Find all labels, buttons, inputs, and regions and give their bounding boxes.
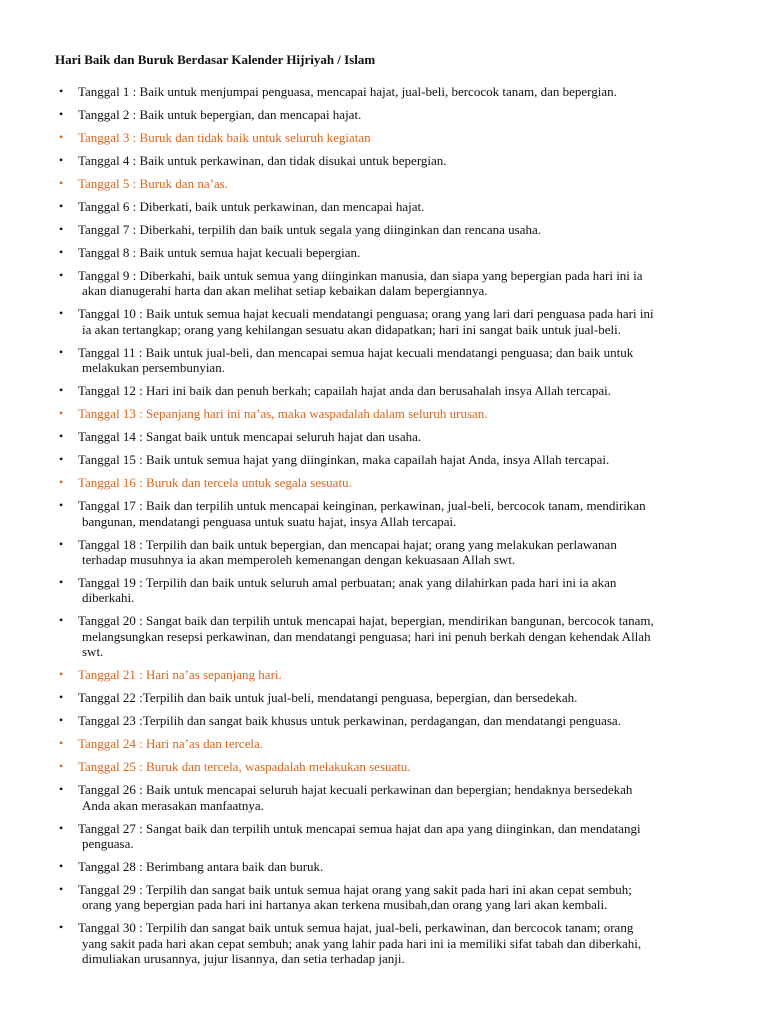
list-item-line: Tanggal 20 : Sangat baik dan terpilih untuk mencapai hajat, bepergian, mendirikan bangunan, bercocok tanam,	[78, 613, 654, 629]
list-item	[0, 222, 768, 237]
list-item	[0, 782, 768, 813]
list-item	[0, 759, 768, 774]
list-item	[0, 245, 768, 260]
bullet-icon: •	[59, 920, 64, 935]
list-item-line: Tanggal 27 : Sangat baik dan terpilih untuk mencapai semua hajat dan apa yang diinginkan, dan mendatangi	[78, 820, 641, 836]
list-item-text	[78, 859, 718, 874]
bullet-icon: •	[59, 429, 64, 444]
list-item-line: terhadap musuhnya ia akan memperoleh kemenangan dengan kekuasaan Allah swt.	[82, 552, 516, 568]
list-item-line: melangsungkan resepsi perkawinan, dan mendatangi penguasa; hari ini penuh berkah dengan kehendak Allah	[82, 628, 651, 644]
bullet-icon: •	[59, 84, 64, 98]
list-item-line: Tanggal 14 : Sangat baik untuk mencapai seluruh hajat dan usaha.	[78, 429, 422, 445]
list-item-text	[78, 84, 718, 99]
list-item	[0, 345, 768, 376]
list-item	[0, 107, 768, 122]
list-item-text	[78, 406, 718, 421]
list-item	[0, 859, 768, 874]
bullet-icon: •	[59, 690, 64, 705]
list-item	[0, 268, 768, 299]
list-item-text	[78, 498, 718, 529]
list-item-line: swt.	[82, 644, 104, 660]
list-item-text	[78, 345, 718, 376]
list-item-line: Tanggal 2 : Baik untuk bepergian, dan mencapai hajat.	[78, 107, 362, 122]
list-item	[0, 306, 768, 337]
list-item	[0, 667, 768, 682]
list-item-line: Anda akan merasakan manfaatnya.	[82, 797, 264, 813]
bullet-icon: •	[59, 498, 64, 513]
list-item-line: Tanggal 22 :Terpilih dan baik untuk jual-beli, mendatangi penguasa, bepergian, dan bersedekah.	[78, 690, 578, 706]
list-item-text	[78, 107, 718, 122]
list-item-text	[78, 537, 718, 568]
list-item-line: bangunan, mendatangi penguasa untuk suatu hajat, insya Allah tercapai.	[82, 513, 457, 529]
bullet-icon: •	[59, 713, 64, 728]
list-item-line: Tanggal 3 : Buruk dan tidak baik untuk seluruh kegiatan	[78, 130, 371, 145]
list-item-line: akan dianugerahi harta dan akan melihat setiap kebaikan dalam bepergiannya.	[82, 283, 488, 299]
list-item-line: Tanggal 30 : Terpilih dan sangat baik untuk semua hajat, jual-beli, perkawinan, dan bercocok tanam; orang	[78, 920, 634, 936]
list-item-line: Tanggal 28 : Berimbang antara baik dan buruk.	[78, 859, 324, 875]
list-item-text	[78, 176, 718, 191]
list-item	[0, 475, 768, 490]
bullet-icon: •	[59, 759, 64, 774]
list-item-line: Tanggal 17 : Baik dan terpilih untuk mencapai keinginan, perkawinan, jual-beli, bercocok tanam, mendirikan	[78, 498, 646, 514]
bullet-icon: •	[59, 536, 64, 551]
list-item-text	[78, 736, 718, 751]
list-item	[0, 383, 768, 398]
list-item	[0, 690, 768, 705]
list-item-line: Tanggal 23 :Terpilih dan sangat baik khusus untuk perkawinan, perdagangan, dan mendatangi penguasa.	[78, 713, 621, 729]
bullet-icon: •	[59, 613, 64, 628]
bullet-icon: •	[59, 383, 64, 398]
list-item-line: Tanggal 26 : Baik untuk mencapai seluruh hajat kecuali perkawinan dan bepergian; hendaknya bersedekah	[78, 782, 633, 798]
list-item-text	[78, 821, 718, 852]
list-item	[0, 821, 768, 852]
bullet-icon: •	[59, 107, 64, 121]
list-item	[0, 882, 768, 913]
list-item-line: ia akan tertangkap; orang yang kehilangan sesuatu akan didapatkan; hari ini sangat baik untuk jual-beli.	[82, 321, 621, 337]
list-item-text	[78, 690, 718, 705]
list-item-line: Tanggal 13 : Sepanjang hari ini na’as, maka waspadalah dalam seluruh urusan.	[78, 406, 488, 422]
bullet-icon: •	[59, 199, 64, 213]
bullet-icon: •	[59, 859, 64, 874]
list-item	[0, 199, 768, 214]
list-item-line: Tanggal 29 : Terpilih dan sangat baik untuk semua hajat orang yang sakit pada hari ini akan cepat sembuh;	[78, 882, 632, 898]
list-item	[0, 84, 768, 99]
list-item	[0, 613, 768, 659]
list-item-line: Tanggal 1 : Baik untuk menjumpai penguasa, mencapai hajat, jual-beli, bercocok tanam, dan bepergian.	[78, 84, 617, 99]
bullet-icon: •	[59, 452, 64, 467]
list-item-text	[78, 613, 718, 659]
document-title: Hari Baik dan Buruk Berdasar Kalender Hijriyah / Islam	[55, 52, 376, 67]
list-item	[0, 575, 768, 606]
bullet-icon: •	[59, 575, 64, 590]
list-item-text	[78, 306, 718, 337]
list-item-text	[78, 429, 718, 444]
bullet-icon: •	[59, 782, 64, 797]
list-item-line: penguasa.	[82, 836, 134, 852]
list-item-line: yang sakit pada hari akan cepat sembuh; anak yang lahir pada hari ini ia memiliki sifat tabah dan diberkahi,	[82, 935, 642, 951]
list-item-line: Tanggal 4 : Baik untuk perkawinan, dan tidak disukai untuk bepergian.	[78, 153, 447, 168]
list-item	[0, 130, 768, 145]
list-item-text	[78, 452, 718, 467]
list-item-text	[78, 475, 718, 490]
list-item	[0, 429, 768, 444]
list-item-text	[78, 667, 718, 682]
bullet-icon: •	[59, 222, 64, 236]
bullet-icon: •	[59, 475, 64, 490]
list-item-text	[78, 130, 718, 145]
list-item	[0, 406, 768, 421]
list-item	[0, 176, 768, 191]
bullet-icon: •	[59, 306, 64, 321]
list-item-text	[78, 383, 718, 398]
list-item-text	[78, 245, 718, 260]
list-item-line: Tanggal 19 : Terpilih dan baik untuk seluruh amal perbuatan; anak yang dilahirkan pada hari ini ia akan	[78, 575, 617, 591]
list-item-line: Tanggal 10 : Baik untuk semua hajat kecuali mendatangi penguasa; orang yang lari dari penguasa pada hari ini	[78, 306, 654, 322]
list-item-line: Tanggal 9 : Diberkahi, baik untuk semua yang diinginkan manusia, dan siapa yang bepergian pada hari ini ia	[78, 268, 643, 283]
list-item-line: Tanggal 5 : Buruk dan na’as.	[78, 176, 228, 191]
list-item-line: orang yang bepergian pada hari ini hartanya akan terkena musibah,dan orang yang lari akan kembali.	[82, 897, 608, 913]
bullet-icon: •	[59, 153, 64, 167]
list-item-text	[78, 713, 718, 728]
list-item-line: Tanggal 15 : Baik untuk semua hajat yang diinginkan, maka capailah hajat Anda, insya Allah tercapai.	[78, 452, 610, 468]
list-item-text	[78, 268, 718, 299]
list-item-line: Tanggal 16 : Buruk dan tercela untuk segala sesuatu.	[78, 475, 352, 491]
bullet-icon: •	[59, 344, 64, 359]
list-item-line: Tanggal 12 : Hari ini baik dan penuh berkah; capailah hajat anda dan berusahalah insya Allah tercapai.	[78, 383, 611, 399]
list-item-text	[78, 882, 718, 913]
list-item-line: Tanggal 25 : Buruk dan tercela, waspadalah melakukan sesuatu.	[78, 759, 411, 775]
list-item	[0, 498, 768, 529]
list-item	[0, 920, 768, 966]
list-item	[0, 713, 768, 728]
list-item	[0, 537, 768, 568]
list-item-line: Tanggal 24 : Hari na’as dan tercela.	[78, 736, 263, 752]
list-item-line: Tanggal 11 : Baik untuk jual-beli, dan mencapai semua hajat kecuali mendatangi penguasa; dan baik untuk	[78, 344, 634, 360]
list-item-line: Tanggal 7 : Diberkahi, terpilih dan baik untuk segala yang diinginkan dan rencana usaha.	[78, 222, 541, 237]
list-item-line: Tanggal 18 : Terpilih dan baik untuk bepergian, dan mencapai hajat; orang yang melakukan perlawanan	[78, 536, 617, 552]
list-item	[0, 153, 768, 168]
bullet-icon: •	[59, 882, 64, 897]
bullet-icon: •	[59, 406, 64, 421]
bullet-icon: •	[59, 667, 64, 682]
bullet-icon: •	[59, 245, 64, 259]
list-item-text	[78, 759, 718, 774]
list-item-line: Tanggal 21 : Hari na’as sepanjang hari.	[78, 667, 282, 683]
list-item-line: melakukan persembunyian.	[82, 360, 225, 376]
list-item-text	[78, 153, 718, 168]
list-item-line: Tanggal 8 : Baik untuk semua hajat kecuali bepergian.	[78, 245, 361, 260]
list-item-line: diberkahi.	[82, 590, 135, 606]
list-item	[0, 452, 768, 467]
list-item-text	[78, 222, 718, 237]
list-item-text	[78, 575, 718, 606]
list-item-line: dimuliakan urusannya, jujur lisannya, dan setia terhadap janji.	[82, 951, 405, 967]
bullet-icon: •	[59, 736, 64, 751]
bullet-icon: •	[59, 820, 64, 835]
bullet-icon: •	[59, 130, 64, 144]
list-item	[0, 736, 768, 751]
bullet-icon: •	[59, 176, 64, 190]
bullet-icon: •	[59, 268, 64, 282]
day-list	[0, 84, 768, 974]
list-item-text	[78, 782, 718, 813]
list-item-text	[78, 920, 718, 966]
list-item-line: Tanggal 6 : Diberkati, baik untuk perkawinan, dan mencapai hajat.	[78, 199, 425, 214]
list-item-text	[78, 199, 718, 214]
